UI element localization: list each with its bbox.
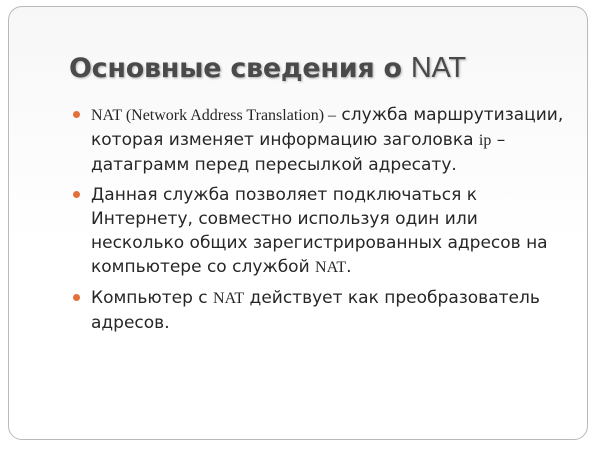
bullet-item-3 [73,286,573,335]
slide-title-text: Основные сведения о [69,53,411,84]
bullet-1-ip: ip [478,132,492,149]
bullet-1-text-b: – датаграмм перед пересылкой адресату. [91,130,506,175]
bullet-2-text-b: . [346,257,352,277]
bullet-dot-icon [73,111,80,118]
bullet-2-text-a: Данная служба позволяет подключаться к Интернету, совместно используя один или несколько общих зарегистрированных адресов на компьютере со службой [91,185,548,277]
bullet-dot-icon [73,294,80,301]
bullet-1-serif-lead: NAT (Network Address Translation) – [91,107,337,124]
bullet-2-nat: NAT [315,259,347,276]
bullet-3-nat: NAT [213,290,245,307]
bullet-dot-icon [73,191,80,198]
bullet-list [73,103,573,341]
bullet-3-text-a: Компьютер с [91,288,214,308]
slide-title [69,52,569,96]
bullet-item-2 [73,183,573,280]
slide-frame [8,6,588,440]
slide-title-nat: NAT [410,52,466,84]
bullet-item-1 [73,103,573,177]
bullet-1-text-a: служба маршрутизации, которая изменяет информацию заголовка [91,105,564,150]
bullet-3-text-b: действует как преобразователь адресов. [91,288,540,333]
